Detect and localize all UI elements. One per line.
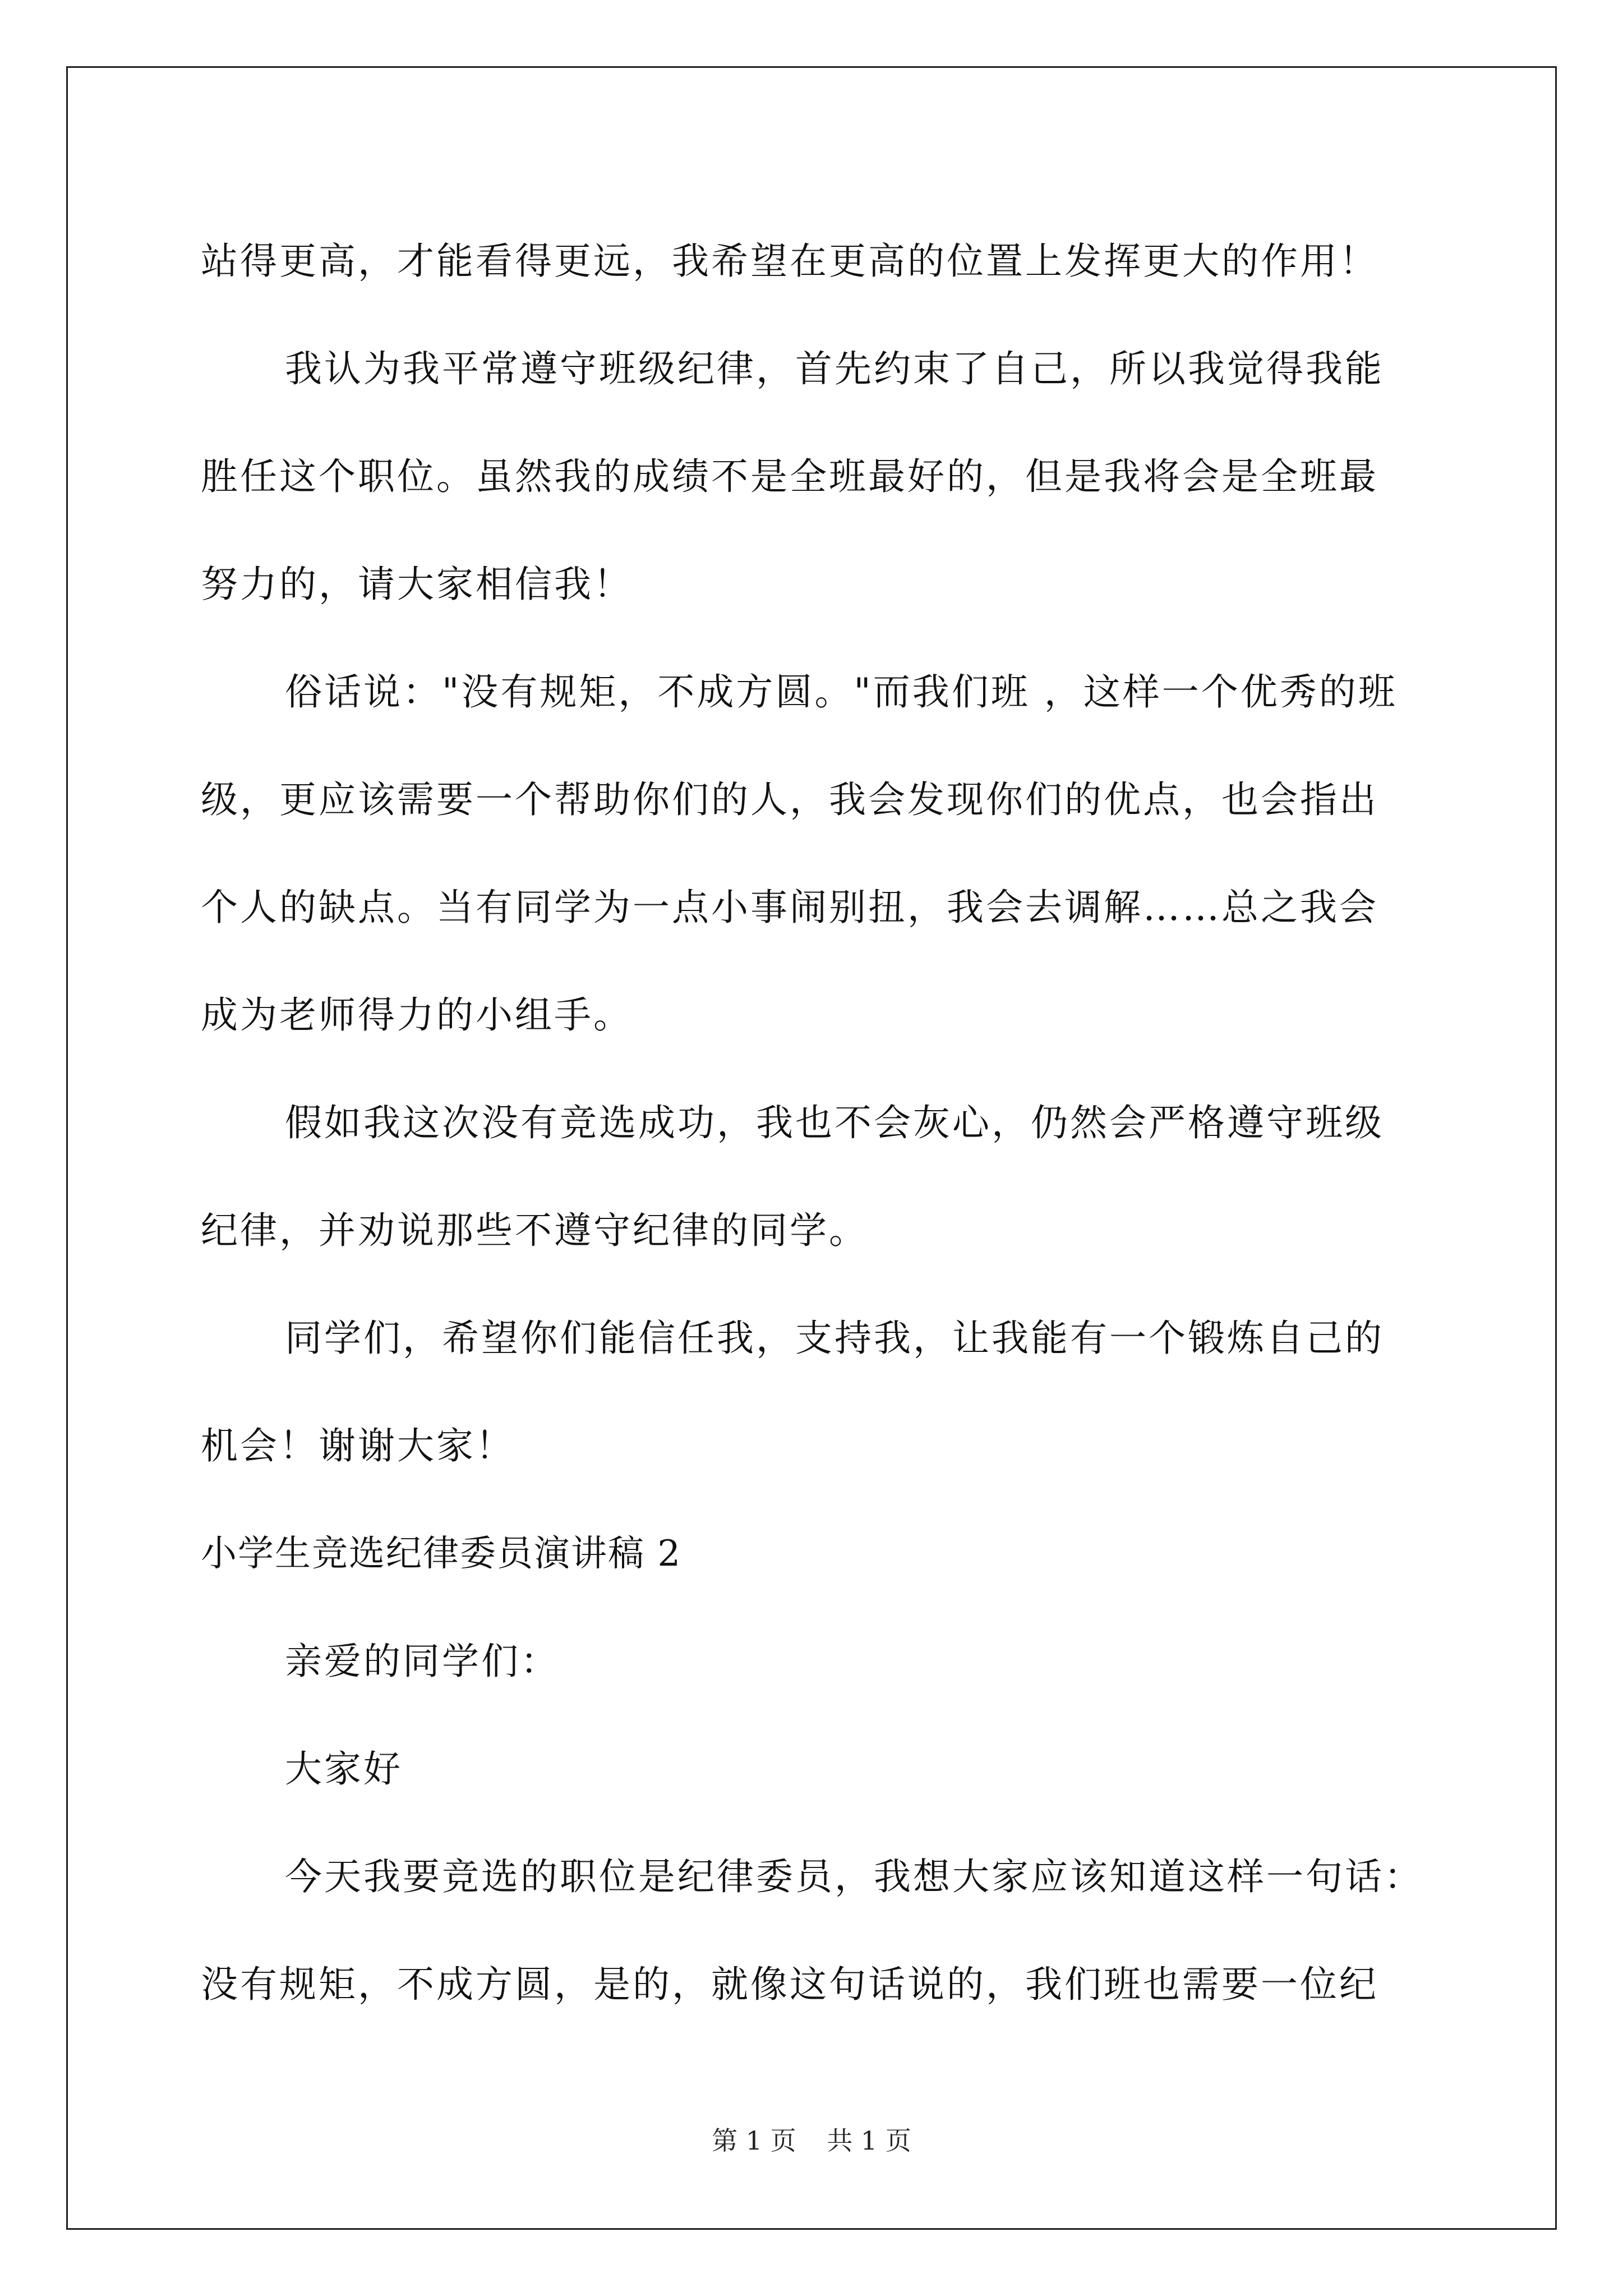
document-body <box>201 208 1435 2039</box>
text-line: 今天我要竞选的职位是纪律委员，我想大家应该知道这样一句话： <box>285 1855 1423 1898</box>
page-footer <box>0 2120 1623 2157</box>
text-line: 我认为我平常遵守班级纪律，首先约束了自己，所以我觉得我能 <box>285 347 1384 390</box>
text-line: 成为老师得力的小组手。 <box>201 993 633 1037</box>
text-line: 纪律，并劝说那些不遵守纪律的同学。 <box>201 1209 868 1252</box>
text-line: 机会！谢谢大家！ <box>201 1424 515 1467</box>
section-heading: 小学生竞选纪律委员演讲稿 2 <box>201 1533 682 1575</box>
text-line: 站得更高，才能看得更远，我希望在更高的位置上发挥更大的作用！ <box>201 240 1378 283</box>
page-total: 共 1 页 <box>827 2125 911 2156</box>
page-number: 第 1 页 <box>712 2125 796 2156</box>
text-line: 努力的，请大家相信我！ <box>201 563 633 606</box>
text-line: 没有规矩，不成方圆，是的，就像这句话说的，我们班也需要一位纪 <box>201 1963 1378 2006</box>
text-line: 亲爱的同学们： <box>285 1640 560 1683</box>
text-line: 胜任这个职位。虽然我的成绩不是全班最好的，但是我将会是全班最 <box>201 455 1378 498</box>
text-line: 个人的缺点。当有同学为一点小事闹别扭，我会去调解……总之我会 <box>201 886 1378 929</box>
text-line: 俗话说："没有规矩，不成方圆。"而我们班 ，这样一个优秀的班 <box>285 670 1398 714</box>
text-line: 大家好 <box>285 1747 403 1791</box>
text-line: 级，更应该需要一个帮助你们的人，我会发现你们的优点，也会指出 <box>201 778 1378 821</box>
text-line: 假如我这次没有竞选成功，我也不会灰心，仍然会严格遵守班级 <box>285 1101 1384 1144</box>
text-line: 同学们，希望你们能信任我，支持我，让我能有一个锻炼自己的 <box>285 1317 1384 1360</box>
